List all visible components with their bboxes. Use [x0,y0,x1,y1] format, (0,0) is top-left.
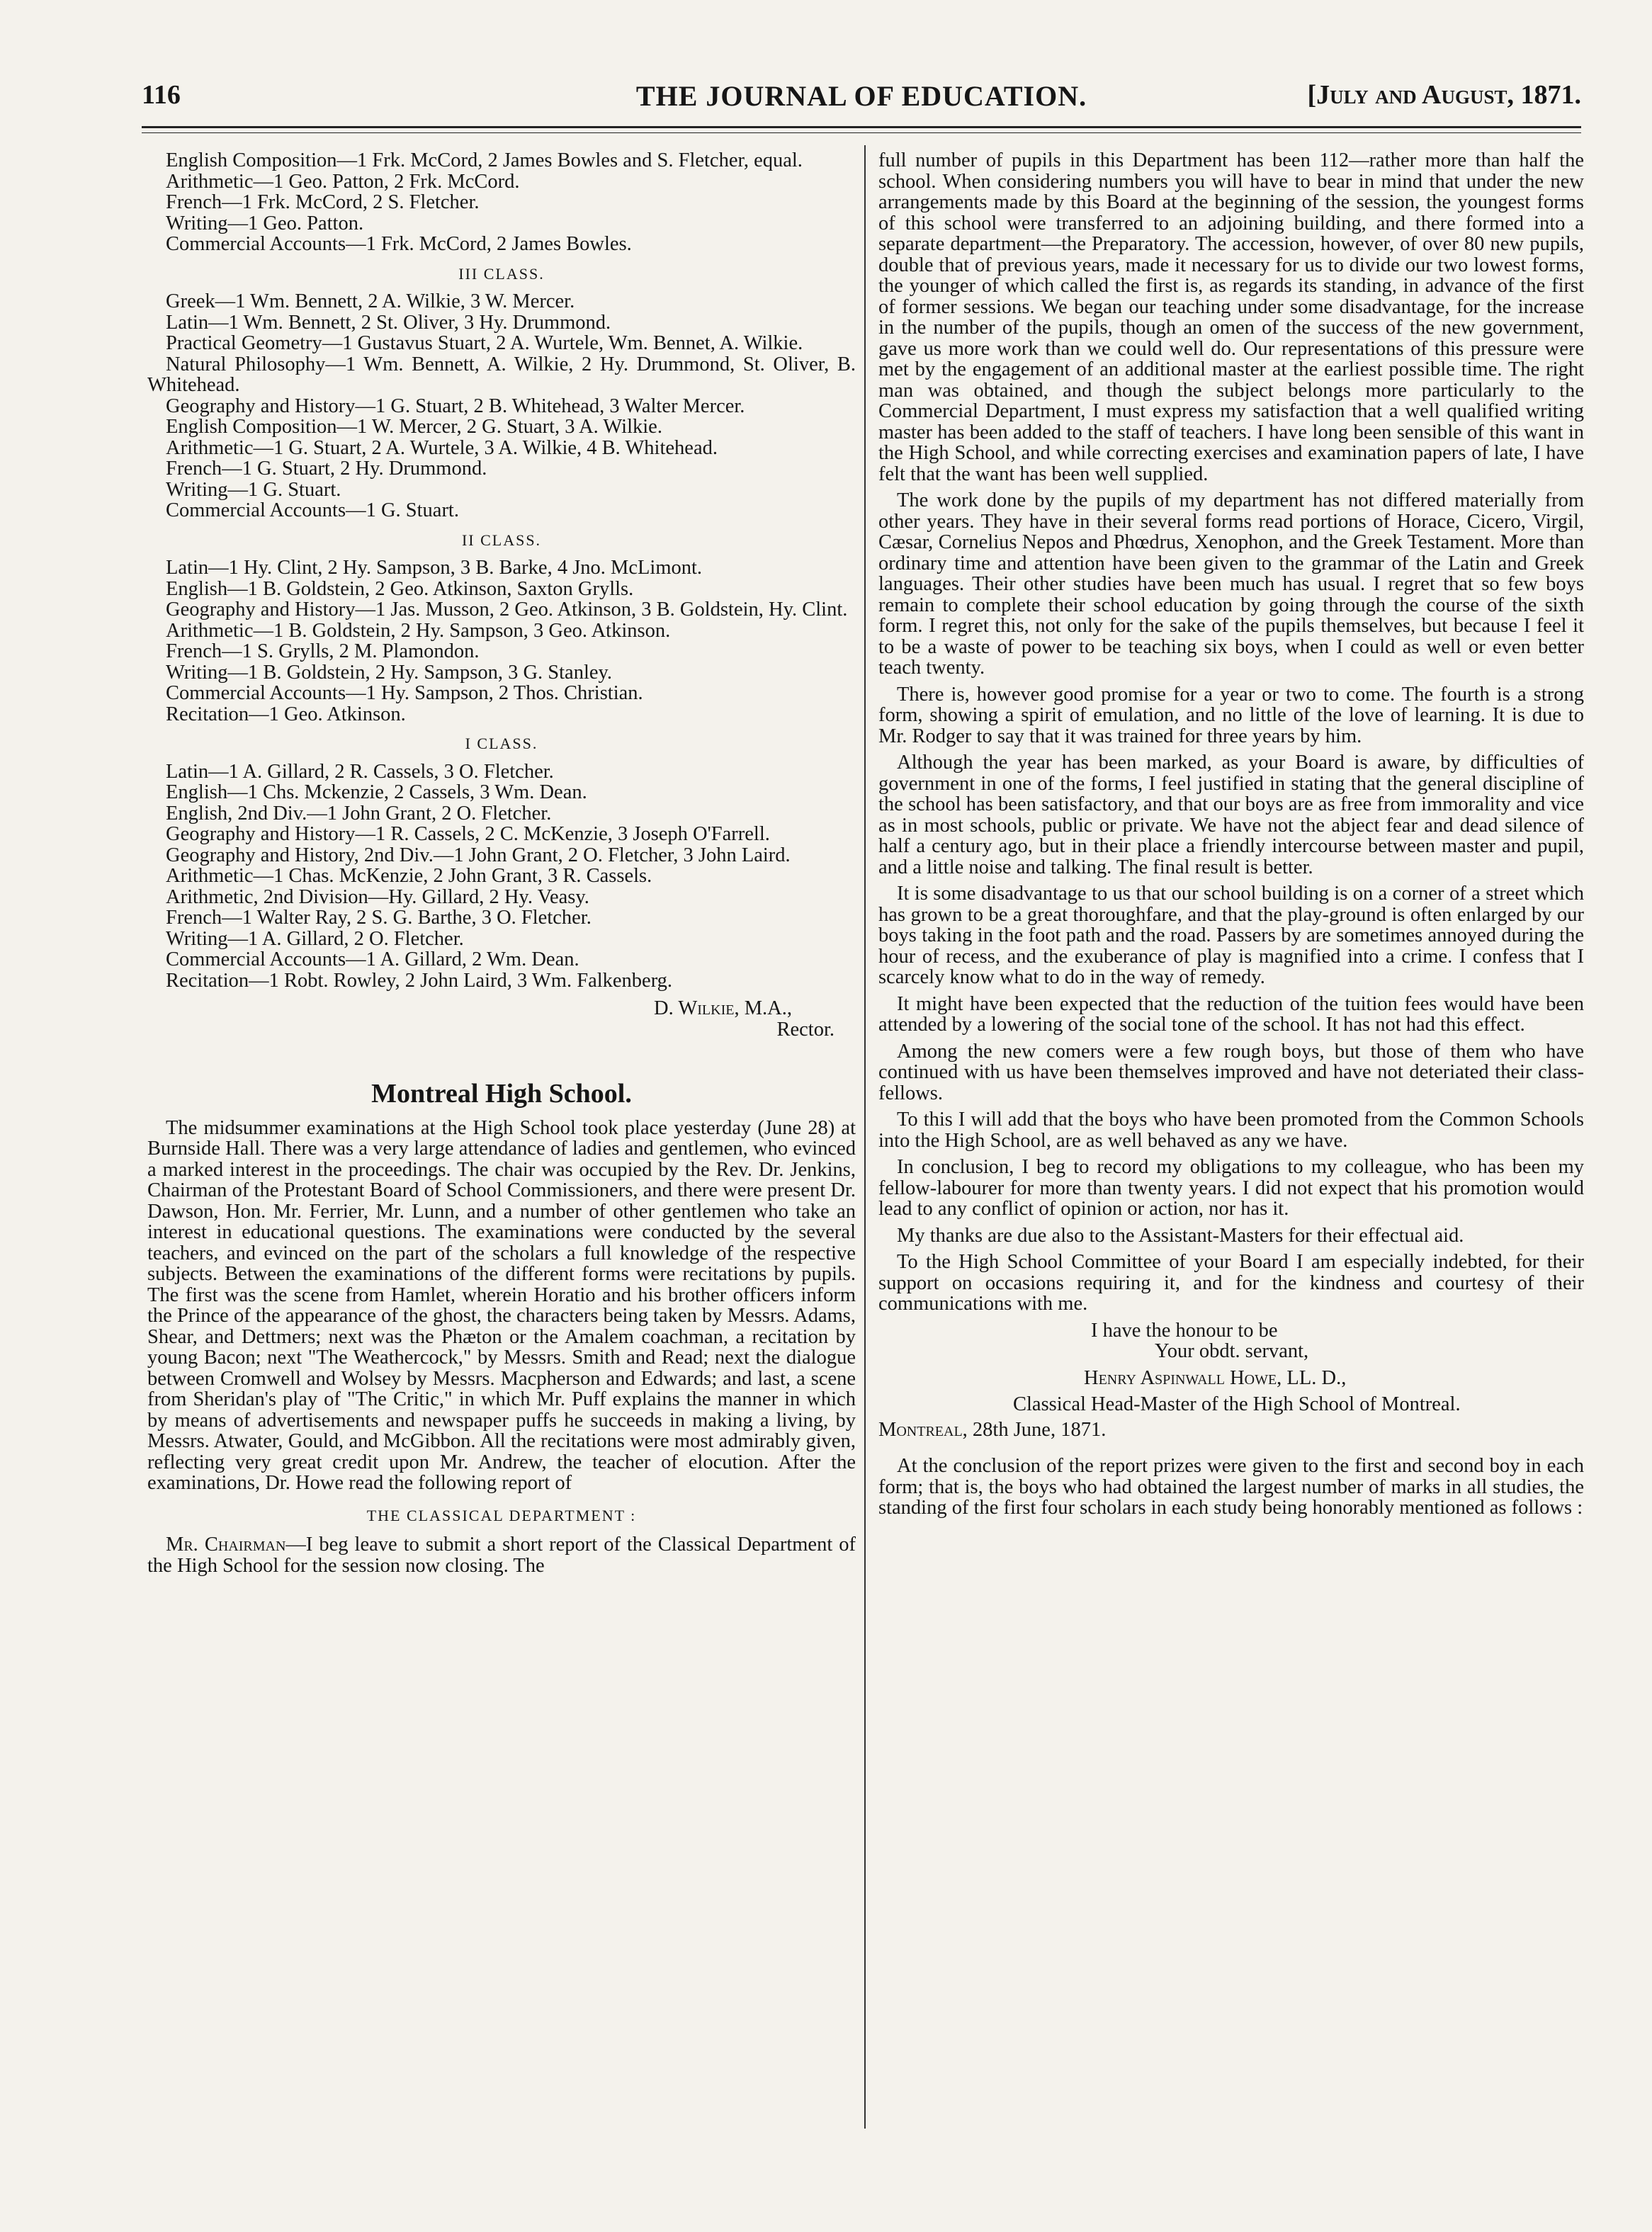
result-line: Natural Philosophy—1 Wm. Bennett, A. Wilkie, 2 Hy. Drummond, St. Oliver, B. Whitehead. [147,353,856,396]
left-column [147,150,856,1582]
report-paragraph: There is, however good promise for a year or two to come. The fourth is a strong form, showing a spirit of emulation, and no little of the love of learning. It is due to Mr. Rodger to say that it was trained for three years by him. [878,683,1584,747]
result-line: French—1 Walter Ray, 2 S. G. Barthe, 3 O. Fletcher. [166,907,592,929]
rector-title: Rector. [776,1018,835,1041]
result-line: French—1 G. Stuart, 2 Hy. Drummond. [166,458,487,480]
report-opening-text: —I beg leave to submit a short report of the Classical Department of the High School for the session now closing. The [147,1534,856,1577]
final-paragraph: At the conclusion of the report prizes were given to the first and second boy in each form; that is, the boys who had obtained the largest number of marks in all studies, the standing of the first four scholars in each study being honorably mentioned as follows : [878,1455,1584,1519]
header-rule-thin [142,132,1581,133]
result-line: Commercial Accounts—1 A. Gillard, 2 Wm. Dean. [166,948,579,970]
report-paragraph: The work done by the pupils of my department has not differed materially from other years. They have in their several forms read portions of Horace, Cicero, Virgil, Cæsar, Cornelius Nepos and Phœdrus, Xenophon, and the Greek Testament. More than ordinary time and attention have been given to the grammar of the Latin and Greek languages. Their other studies have been much has usual. I regret that so few boys remain to complete their school education by going through the course of the sixth form. I regret this, not only for the sake of the pupils themselves, but because I feel it to be a waste of power to be teaching six boys, when I could as well or even better teach twenty. [878,489,1584,679]
result-line: French—1 S. Grylls, 2 M. Plamondon. [166,640,480,662]
page-header [142,79,1581,122]
class-iii-heading: III CLASS. [458,264,545,283]
result-line: Geography and History, 2nd Div.—1 John Grant, 2 O. Fletcher, 3 John Laird. [166,844,791,866]
report-paragraph: To this I will add that the boys who have been promoted from the Common Schools into the High School, are as well behaved as any we have. [878,1109,1584,1152]
result-line: Commercial Accounts—1 Hy. Sampson, 2 Thos. Christian. [166,682,643,704]
headmaster-signature: Henry Aspinwall Howe, LL. D., [1084,1366,1347,1389]
page-number: 116 [142,80,181,110]
result-line: Arithmetic, 2nd Division—Hy. Gillard, 2 Hy. Veasy. [166,885,589,908]
result-line: Geography and History—1 G. Stuart, 2 B. Whitehead, 3 Walter Mercer. [166,395,745,417]
report-paragraph: To the High School Committee of your Board I am especially indebted, for their support on occasions requiring it, and for the kindness and courtesy of their communications with me. [878,1251,1584,1315]
result-line: Arithmetic—1 B. Goldstein, 2 Hy. Sampson, 3 Geo. Atkinson. [166,619,671,642]
result-line: French—1 Frk. McCord, 2 S. Fletcher. [166,191,480,213]
report-paragraph: full number of pupils in this Department has been 112—rather more than half the school. When considering numbers you will have to bear in mind that under the new arrangements made by this Board at the beginning of the session, the youngest forms of this school were transferred to an adjoining building, and there formed into a separate department—the Preparatory. The accession, however, of over 80 new pupils, double that of previous years, made it necessary for us to divide our two lowest forms, the younger of which called the first is, as regards its standing, in advance of the first of former sessions. We began our teaching under some disadvantage, for the increase in the number of the pupils, though an omen of the success of the new government, gave us more work than we could well do. Our representations of this pressure were met by the engagement of an additional master at the earliest possible time. The right man was obtained, and though the subject belongs more particularly to the Commercial Department, I must express my satisfaction that a well qualified writing master has been added to the staff of teachers. I have long been sensible of this want in the High School, and while correcting exercises and examination papers of late, I have felt that the want has been well supplied. [878,149,1584,485]
class-iv-results [147,150,856,255]
closing-line: I have the honour to be [1091,1319,1278,1342]
class-ii-results [147,557,856,725]
report-paragraph: It might have been expected that the reduction of the tuition fees would have been attended by a lowering of the social tone of the school. It has not had this effect. [878,992,1584,1036]
report-paragraph: In conclusion, I beg to record my obligations to my colleague, who has been my fellow-labourer for more than twenty years. I did not expect that his promotion would lead to any conflict of opinion or action, nor has it. [878,1156,1584,1220]
result-line: Practical Geometry—1 Gustavus Stuart, 2 A. Wurtele, Wm. Bennet, A. Wilkie. [166,332,803,354]
result-line: Writing—1 G. Stuart. [166,478,341,501]
class-iii-results [147,291,856,521]
journal-title: THE JOURNAL OF EDUCATION. [635,80,1087,112]
result-line: Latin—1 Wm. Bennett, 2 St. Oliver, 3 Hy. Drummond. [166,311,611,334]
closing-line: Your obdt. servant, [1155,1340,1309,1362]
report-paragraph: Among the new comers were a few rough boys, but those of them who have continued with us have been themselves improved and have not deteriated their class-fellows. [878,1040,1584,1104]
result-line: Recitation—1 Geo. Atkinson. [166,703,406,725]
department-heading: THE CLASSICAL DEPARTMENT : [366,1506,637,1524]
report-paragraph: Although the year has been marked, as your Board is aware, by difficulties of government in one of the forms, I feel justified in stating that the general discipline of the school has been satisfactory, and that our boys are as free from immorality and vice as in most schools, public or private. We have not the abject fear and dead silence of half a century ago, but in their place a friendly intercourse between master and pupil, and a little noise and talking. The final result is better. [878,752,1584,878]
result-line: Latin—1 A. Gillard, 2 R. Cassels, 3 O. Fletcher. [166,760,554,783]
dateline [878,1420,1584,1441]
result-line: Geography and History—1 Jas. Musson, 2 Geo. Atkinson, 3 B. Goldstein, Hy. Clint. [166,599,848,621]
result-line: English Composition—1 W. Mercer, 2 G. Stuart, 3 A. Wilkie. [166,416,662,438]
result-line: English—1 Chs. Mckenzie, 2 Cassels, 3 Wm. Dean. [166,781,587,803]
report-opening [147,1534,856,1576]
result-line: English, 2nd Div.—1 John Grant, 2 O. Fletcher. [166,802,552,825]
result-line: Arithmetic—1 Chas. McKenzie, 2 John Grant, 3 R. Cassels. [166,865,652,887]
result-line: Latin—1 Hy. Clint, 2 Hy. Sampson, 3 B. Barke, 4 Jno. McLimont. [166,557,703,579]
result-line: Commercial Accounts—1 G. Stuart. [166,499,459,521]
result-line: Commercial Accounts—1 Frk. McCord, 2 James Bowles. [166,233,632,255]
rector-signature: D. Wilkie, M.A., [654,997,792,1019]
result-line: Writing—1 Geo. Patton. [166,212,364,234]
result-line: Greek—1 Wm. Bennett, 2 A. Wilkie, 3 W. Mercer. [166,290,575,312]
right-column [878,150,1584,1524]
class-ii-heading: II CLASS. [461,531,542,549]
salutation: Mr. Chairman [166,1534,286,1556]
result-line: Writing—1 B. Goldstein, 2 Hy. Sampson, 3 G. Stanley. [166,661,613,684]
header-rule-thick [142,126,1581,128]
result-line: Recitation—1 Robt. Rowley, 2 John Laird, 3 Wm. Falkenberg. [166,969,673,992]
dateline-date: 28th June, 1871. [967,1418,1107,1441]
result-line: Arithmetic—1 Geo. Patton, 2 Frk. McCord. [166,170,520,193]
result-line: English—1 B. Goldstein, 2 Geo. Atkinson, Saxton Grylls. [166,577,634,600]
result-line: English Composition—1 Frk. McCord, 2 James Bowles and S. Fletcher, equal. [166,149,803,171]
issue-date: [July and August, 1871. [1307,80,1581,110]
article-paragraph: The midsummer examinations at the High School took place yesterday (June 28) at Burnside Hall. There was a very large attendance of ladies and gentlemen, who evinced a marked interest in the proceedings. The chair was occupied by the Rev. Dr. Jenkins, Chairman of the Protestant Board of School Commissioners, and there were present Dr. Dawson, Hon. Mr. Ferrier, Mr. Lunn, and a number of other gentlemen who take an interest in educational questions. The examinations were conducted by the several teachers, and evinced on the part of the scholars a full knowledge of the respective subjects. Between the examinations of the different forms were recitations by pupils. The first was the scene from Hamlet, wherein Horatio and his brother officers inform the Prince of the appearance of the ghost, the characters being taken by Messrs. Adams, Shear, and Dettmers; next was the Phæton or the Amalem coachman, a recitation by young Bacon; next "The Weathercock," by Messrs. Smith and Read; next the dialogue between Cromwell and Wolsey by Messrs. Macpherson and Edwards; and last, a scene from Sheridan's play of "The Critic," in which Mr. Puff explains the manner in which by means of advertisements and newspaper puffs he succeeds in making a living, by Messrs. Atwater, Gould, and McGibbon. All the recitations were most admirably given, reflecting very great credit upon Mr. Andrew, the teacher of elocution. After the examinations, Dr. Howe read the following report of [147,1116,856,1494]
headmaster-title: Classical Head-Master of the High School of Montreal. [1013,1393,1461,1415]
report-paragraph: It is some disadvantage to us that our school building is on a corner of a street which has grown to be a great thoroughfare, and that the play-ground is often enlarged by our boys taking in the foot path and the road. Passers by are sometimes annoyed during the hour of recess, and the exuberance of play is magnified into a crime. I confess that I scarcely know what to do in the way of remedy. [878,883,1584,988]
report-paragraph: My thanks are due also to the Assistant-Masters for their effectual aid. [897,1224,1464,1247]
result-line: Writing—1 A. Gillard, 2 O. Fletcher. [166,927,464,950]
result-line: Geography and History—1 R. Cassels, 2 C. McKenzie, 3 Joseph O'Farrell. [166,823,770,845]
column-divider [864,145,866,2129]
section-title: Montreal High School. [371,1079,632,1109]
result-line: Arithmetic—1 G. Stuart, 2 A. Wurtele, 3 A. Wilkie, 4 B. Whitehead. [166,436,718,459]
class-i-results [147,761,856,992]
class-i-heading: I CLASS. [465,735,538,752]
dateline-place: Montreal, [878,1418,968,1441]
